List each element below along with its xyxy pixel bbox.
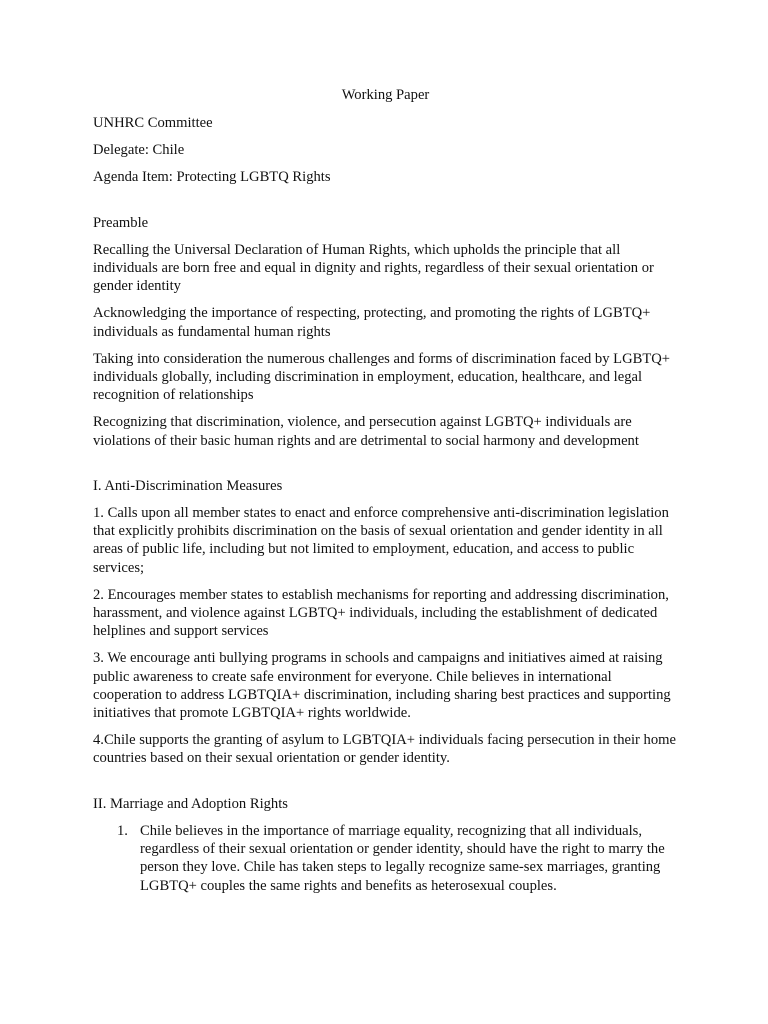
document-title: Working Paper — [341, 87, 430, 103]
list-item-number: 1. — [117, 822, 128, 839]
document-body — [93, 86, 678, 895]
list-item — [93, 822, 678, 895]
preamble-heading: Preamble — [93, 214, 149, 231]
preamble-paragraph: Acknowledging the importance of respecting, protecting, and promoting the rights of LGBTQ+ individuals as fundamental human rights — [93, 305, 651, 340]
preamble-paragraph: Taking into consideration the numerous challenges and forms of discrimination faced by LGBTQ+ individuals globally, including discrimination in employment, education, healthcare, and legal recognition of relationships — [93, 350, 671, 404]
agenda-line: Agenda Item: Protecting LGBTQ Rights — [93, 169, 331, 186]
clause-paragraph: 3. We encourage anti bullying programs in schools and campaigns and initiatives aimed at raising public awareness to create safe environment for everyone. Chile believes in international cooperation to address LGBTQIA+ discrimination, including sharing best practices and supporting initiatives that promote LGBTQIA+ rights worldwide. — [93, 650, 671, 722]
spacer — [93, 459, 678, 477]
spacer — [93, 196, 678, 214]
clause-paragraph: 4.Chile supports the granting of asylum to LGBTQIA+ individuals facing persecution in their home countries based on their sexual orientation or gender identity. — [93, 732, 676, 767]
preamble-paragraph: Recognizing that discrimination, violence, and persecution against LGBTQ+ individuals are violations of their basic human rights and are detrimental to social harmony and development — [93, 414, 639, 449]
clause-paragraph: 2. Encourages member states to establish mechanisms for reporting and addressing discrimination, harassment, and violence against LGBTQ+ individuals, including the establishment of dedicated helplines and support services — [93, 586, 669, 640]
committee-line: UNHRC Committee — [93, 115, 213, 131]
delegate-line: Delegate: Chile — [93, 142, 185, 159]
section-heading: I. Anti-Discrimination Measures — [93, 477, 283, 494]
numbered-list — [93, 822, 678, 895]
list-item-text: Chile believes in the importance of marriage equality, recognizing that all individuals, regardless of their sexual orientation or gender identity, should have the right to marry the person they love. Chile has taken steps to legally recognize same-sex marriages, granting LGBTQ+ couples the same rights and benefits as heterosexual couples. — [140, 822, 665, 894]
clause-paragraph: 1. Calls upon all member states to enact and enforce comprehensive anti-discrimination legislation that explicitly prohibits discrimination on the basis of sexual orientation and gender identity in all areas of public life, including but not limited to employment, education, and access to public services; — [93, 505, 669, 576]
spacer — [93, 777, 678, 795]
preamble-paragraph: Recalling the Universal Declaration of Human Rights, which upholds the principle that all individuals are born free and equal in dignity and rights, regardless of their sexual orientation or gender identity — [93, 241, 654, 295]
section-heading: II. Marriage and Adoption Rights — [93, 795, 288, 812]
